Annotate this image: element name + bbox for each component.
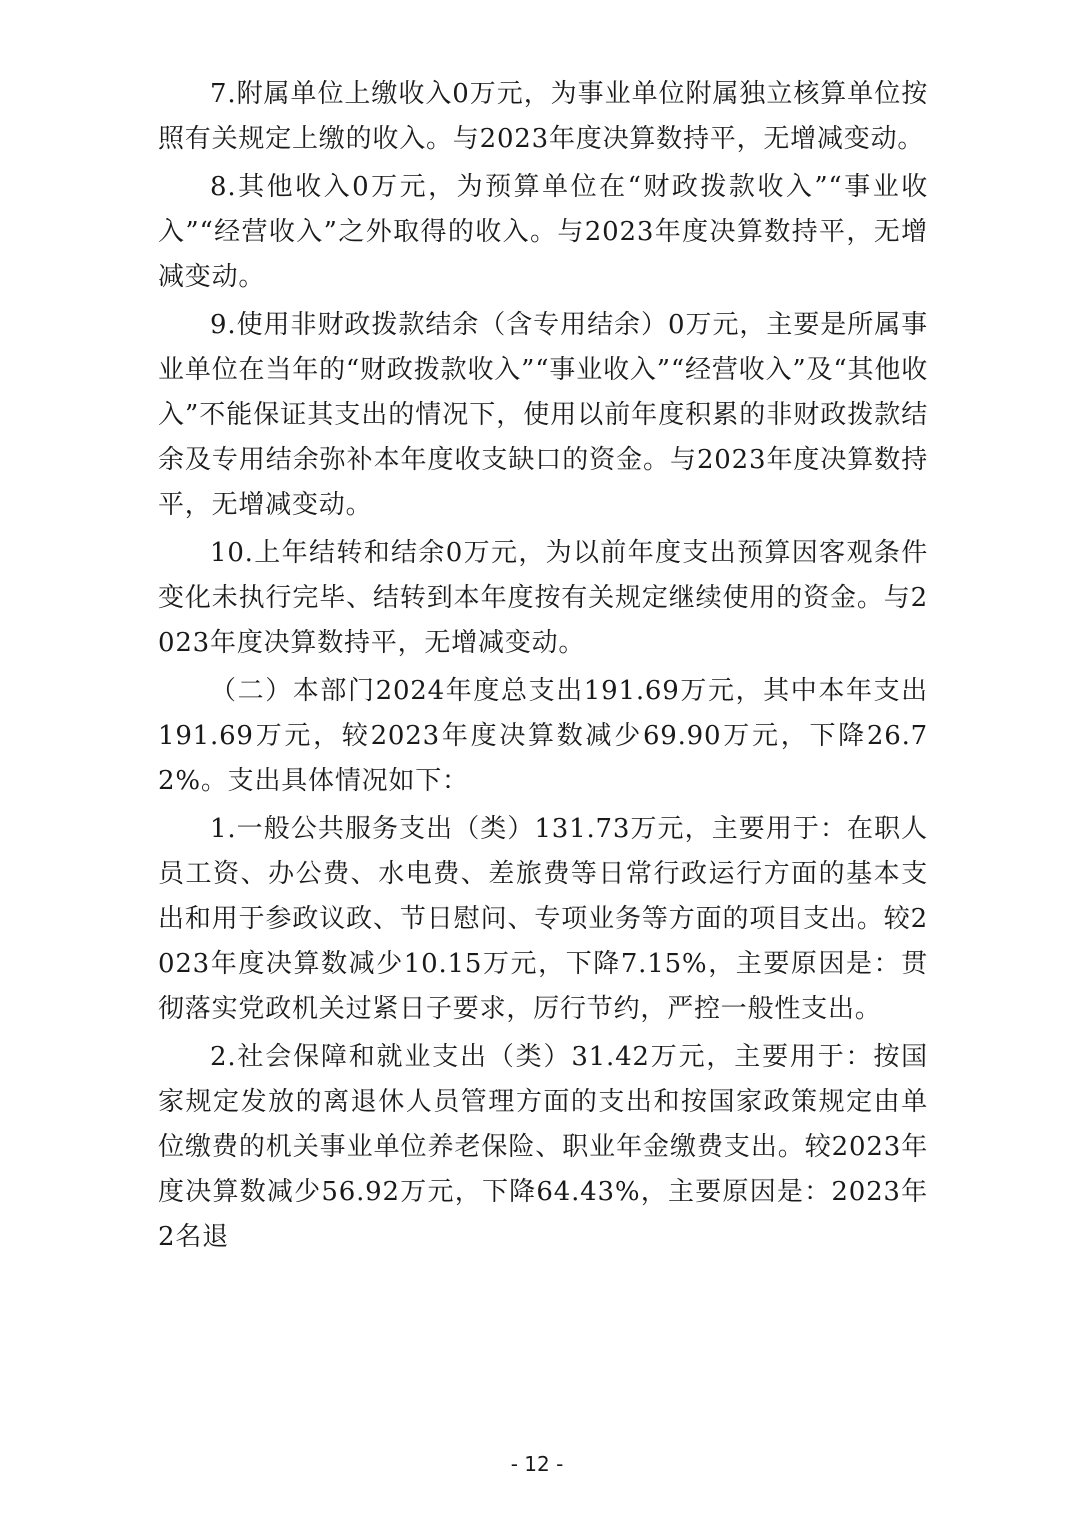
paragraph-social-security: 2.社会保障和就业支出（类）31.42万元，主要用于：按国家规定发放的离退休人员管理方面的支出和按国家政策规定由单位缴费的机关事业单位养老保险、职业年金缴费支出。较2023年度决算数减少56.92万元，下降64.43%，主要原因是：2023年2名退 [158,1042,928,1252]
document-body [158,72,928,1260]
paragraph-non-fiscal-balance: 9.使用非财政拨款结余（含专用结余）0万元，主要是所属事业单位在当年的“财政拨款收入”“事业收入”“经营收入”及“其他收入”不能保证其支出的情况下，使用以前年度积累的非财政拨款结余及专用结余弥补本年度收支缺口的资金。与2023年度决算数持平，无增减变动。 [158,310,928,520]
paragraph-general-public-services: 1.一般公共服务支出（类）131.73万元，主要用于：在职人员工资、办公费、水电费、差旅费等日常行政运行方面的基本支出和用于参政议政、节日慰问、专项业务等方面的项目支出。较2023年度决算数减少10.15万元，下降7.15%，主要原因是：贯彻落实党政机关过紧日子要求，厉行节约，严控一般性支出。 [158,814,928,1024]
paragraph-affiliated-unit-income: 7.附属单位上缴收入0万元，为事业单位附属独立核算单位按照有关规定上缴的收入。与2023年度决算数持平，无增减变动。 [158,79,928,154]
paragraph-carryover-balance: 10.上年结转和结余0万元，为以前年度支出预算因客观条件变化未执行完毕、结转到本年度按有关规定继续使用的资金。与2023年度决算数持平，无增减变动。 [158,538,928,658]
paragraph-other-income: 8.其他收入0万元，为预算单位在“财政拨款收入”“事业收入”“经营收入”之外取得的收入。与2023年度决算数持平，无增减变动。 [158,172,928,292]
paragraph-total-expenditure: （二）本部门2024年度总支出191.69万元，其中本年支出191.69万元，较2023年度决算数减少69.90万元，下降26.72%。支出具体情况如下： [158,676,928,796]
page-number: - 12 - [510,1452,564,1476]
